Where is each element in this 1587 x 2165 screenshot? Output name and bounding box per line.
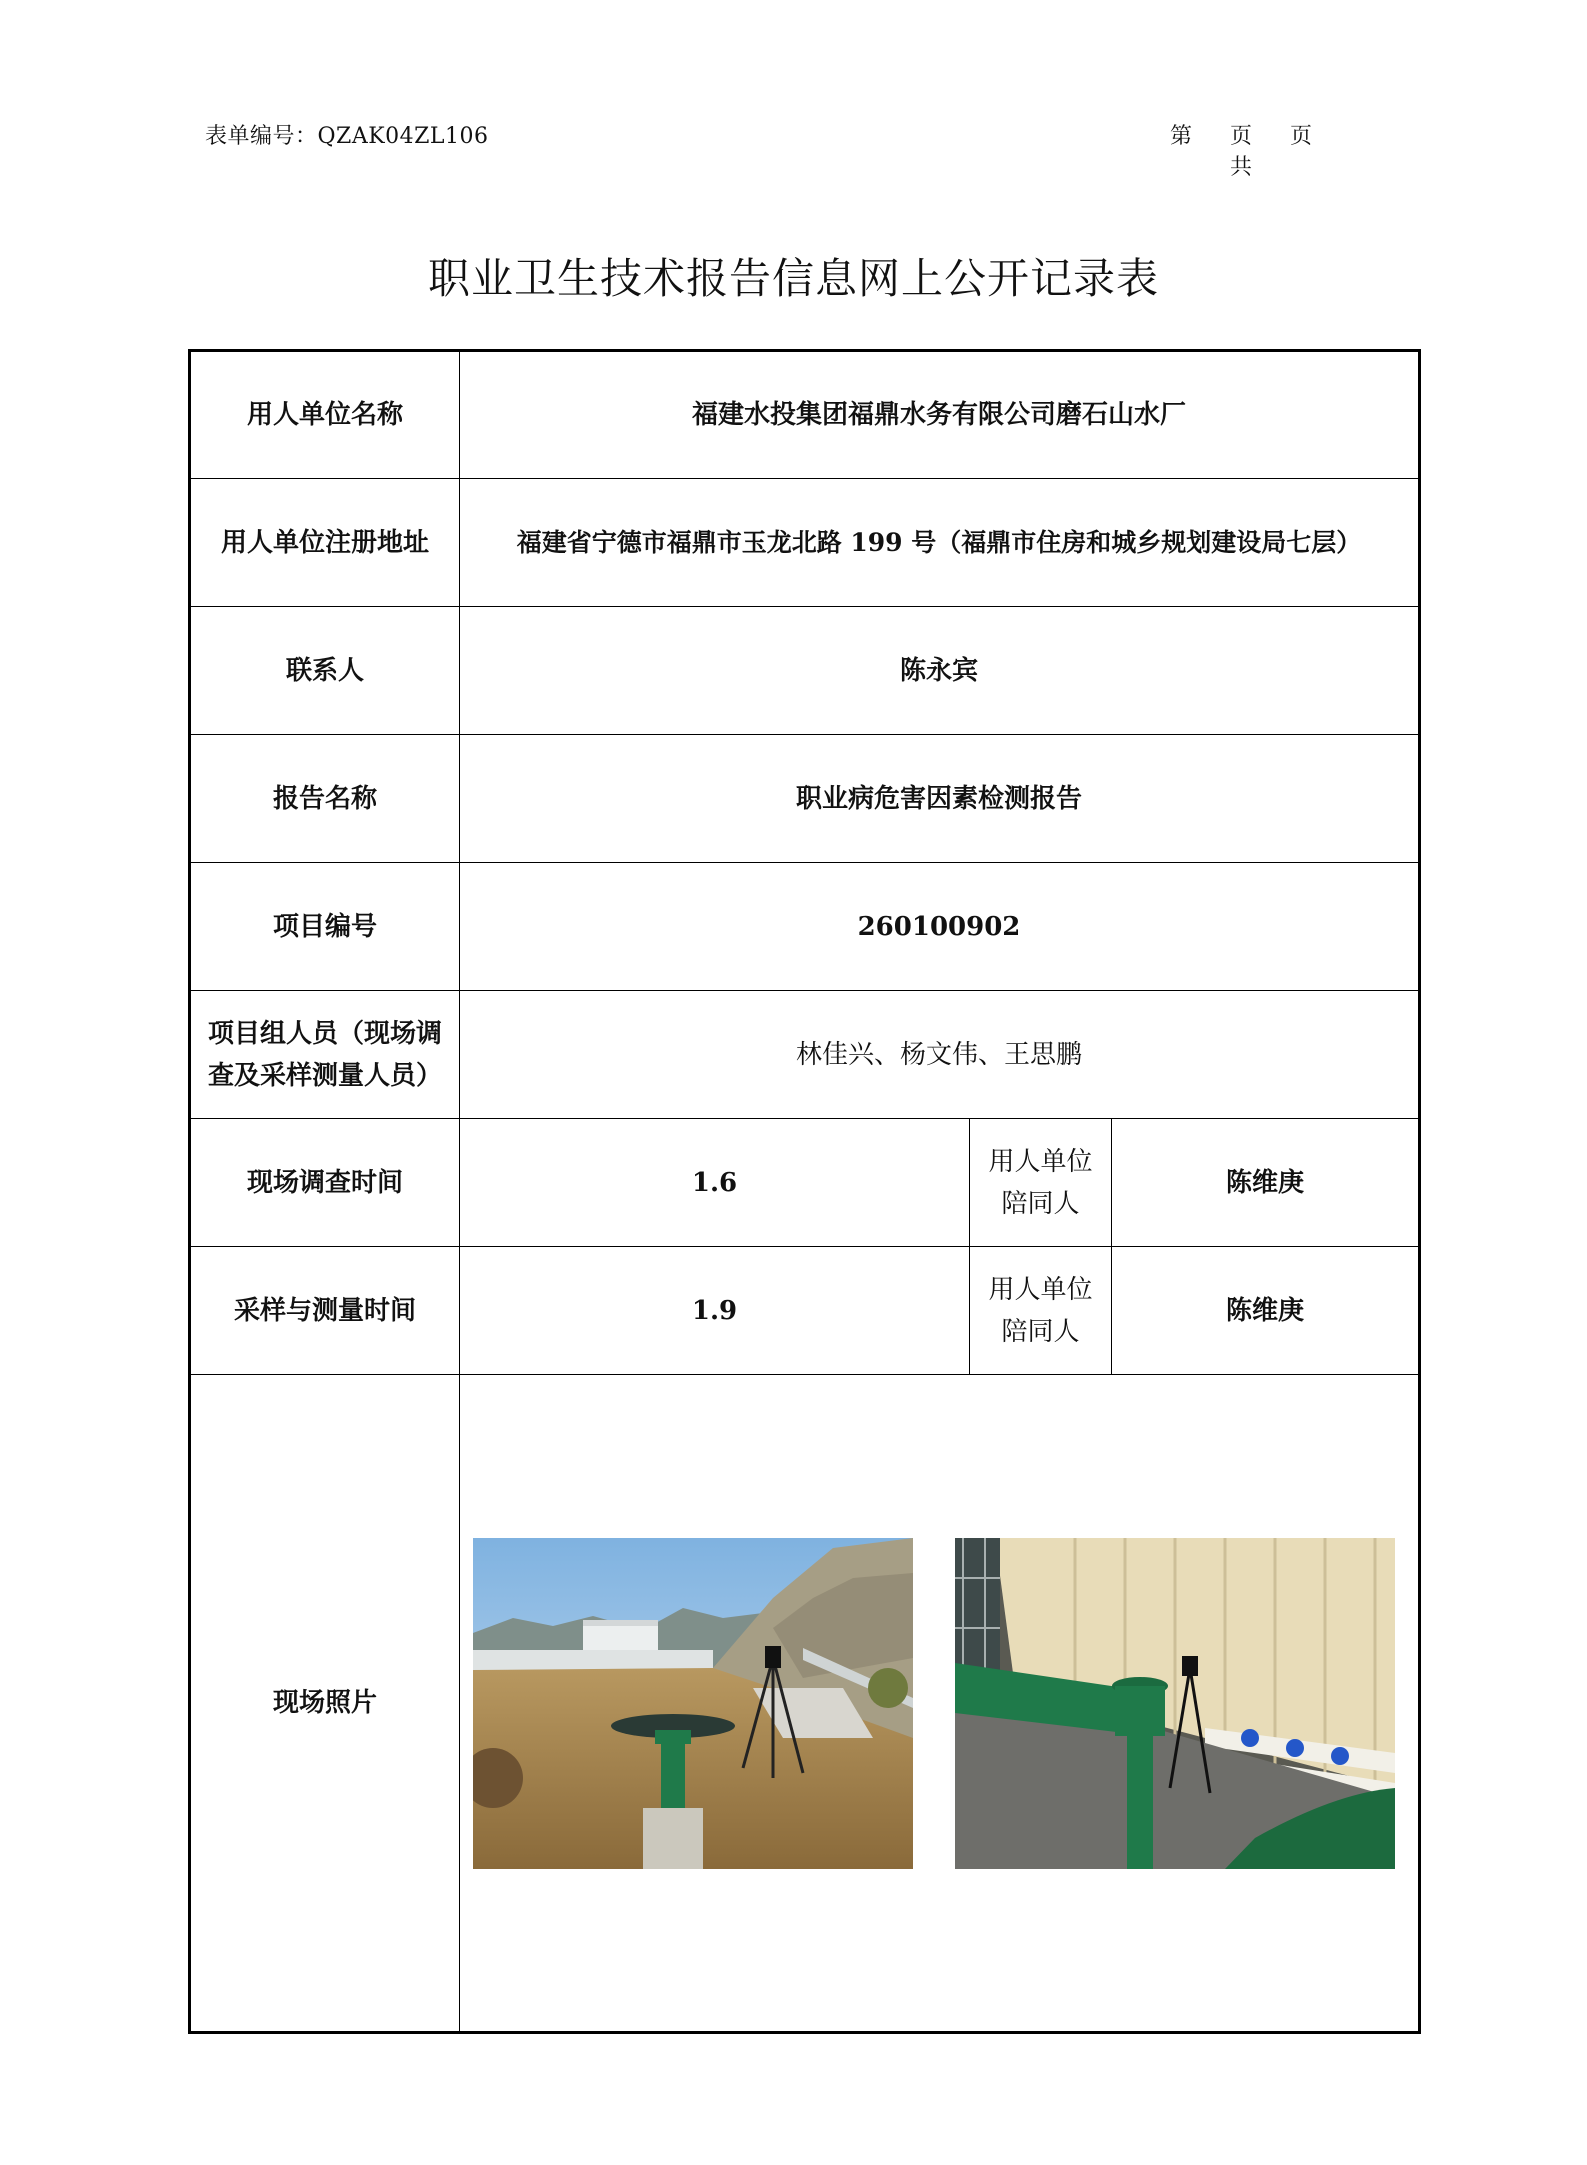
row-sampling xyxy=(190,1247,1420,1375)
row-employer-address xyxy=(190,479,1420,607)
page-mid: 页 共 xyxy=(1230,124,1253,180)
value-survey: 1.6 xyxy=(460,1119,970,1247)
page-prefix: 第 xyxy=(1170,124,1193,149)
value-contact: 陈永宾 xyxy=(460,607,1420,735)
label-sampling-companion-line1: 用人单位 xyxy=(988,1274,1093,1305)
label-contact: 联系人 xyxy=(190,607,460,735)
record-table xyxy=(188,349,1421,2034)
label-survey: 现场调查时间 xyxy=(190,1119,460,1247)
row-team xyxy=(190,991,1420,1119)
page-title: 职业卫生技术报告信息网上公开记录表 xyxy=(427,254,1159,303)
label-employer-address: 用人单位注册地址 xyxy=(190,479,460,607)
label-sampling: 采样与测量时间 xyxy=(190,1247,460,1375)
site-photo-indoor xyxy=(955,1538,1395,1869)
label-survey-companion-line1: 用人单位 xyxy=(988,1146,1093,1177)
row-photos xyxy=(190,1375,1420,2033)
row-contact xyxy=(190,607,1420,735)
label-photos: 现场照片 xyxy=(190,1375,460,2033)
label-sampling-companion xyxy=(970,1247,1112,1375)
row-report-name xyxy=(190,735,1420,863)
value-employer-address: 福建省宁德市福鼎市玉龙北路 199 号（福鼎市住房和城乡规划建设局七层） xyxy=(460,479,1420,607)
form-code: 表单编号：QZAK04ZL106 xyxy=(205,124,489,149)
page-suffix: 页 xyxy=(1290,124,1313,149)
label-team-line2: 查及采样测量人员） xyxy=(207,1060,442,1091)
value-employer-name: 福建水投集团福鼎水务有限公司磨石山水厂 xyxy=(460,351,1420,479)
label-survey-companion-line2: 陪同人 xyxy=(1001,1188,1080,1219)
value-sampling-companion: 陈维庚 xyxy=(1112,1247,1420,1375)
value-sampling: 1.9 xyxy=(460,1247,970,1375)
label-report-name: 报告名称 xyxy=(190,735,460,863)
label-sampling-companion-line2: 陪同人 xyxy=(1001,1316,1080,1347)
value-report-name: 职业病危害因素检测报告 xyxy=(460,735,1420,863)
value-survey-companion: 陈维庚 xyxy=(1112,1119,1420,1247)
photos-cell xyxy=(460,1375,1420,2033)
site-photo-outdoor xyxy=(473,1538,913,1869)
value-team: 林佳兴、杨文伟、王思鹏 xyxy=(460,991,1420,1119)
label-project-no: 项目编号 xyxy=(190,863,460,991)
row-employer-name xyxy=(190,351,1420,479)
label-team xyxy=(190,991,460,1119)
label-employer-name: 用人单位名称 xyxy=(190,351,460,479)
label-survey-companion xyxy=(970,1119,1112,1247)
row-survey xyxy=(190,1119,1420,1247)
label-team-line1: 项目组人员（现场调 xyxy=(207,1018,442,1049)
photo-group xyxy=(468,1538,1410,1869)
page-counter xyxy=(1170,119,1350,181)
row-project-no xyxy=(190,863,1420,991)
value-project-no: 260100902 xyxy=(460,863,1420,991)
